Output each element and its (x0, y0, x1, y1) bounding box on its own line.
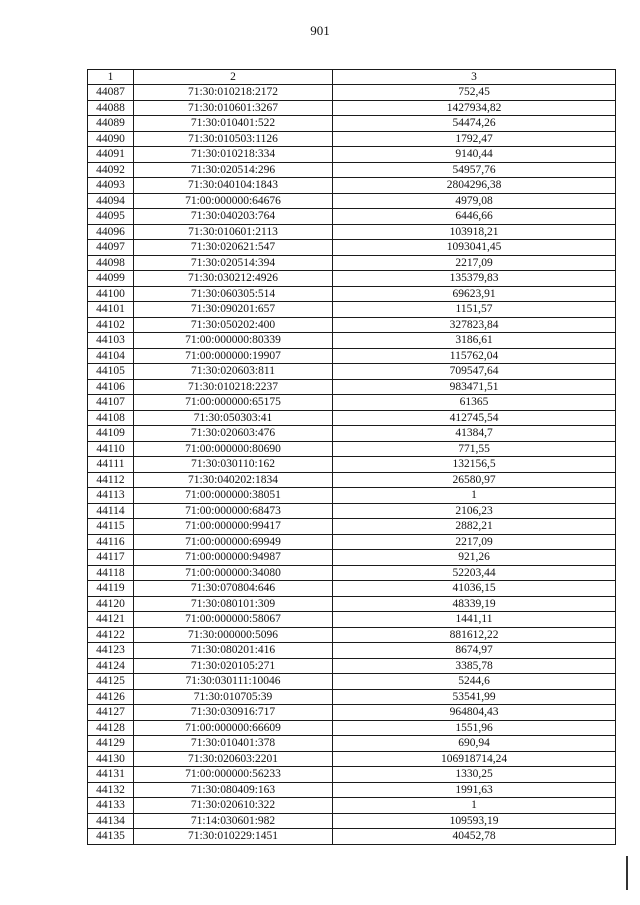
row-number-cell: 44119 (88, 581, 134, 597)
table-row (88, 643, 616, 659)
table-row (88, 209, 616, 225)
value-cell: 2106,23 (333, 503, 616, 519)
row-number-cell: 44088 (88, 100, 134, 116)
row-number-cell: 44104 (88, 348, 134, 364)
header-column-1: 1 (88, 70, 134, 85)
value-cell: 1 (333, 488, 616, 504)
cadastral-number-cell: 71:30:040203:764 (134, 209, 333, 225)
row-number-cell: 44133 (88, 798, 134, 814)
cadastral-number-cell: 71:00:000000:34080 (134, 565, 333, 581)
cadastral-number-cell: 71:30:080409:163 (134, 782, 333, 798)
cadastral-number-cell: 71:30:020514:296 (134, 162, 333, 178)
table-row (88, 410, 616, 426)
row-number-cell: 44129 (88, 736, 134, 752)
cadastral-number-cell: 71:30:030110:162 (134, 457, 333, 473)
cadastral-number-cell: 71:30:010601:3267 (134, 100, 333, 116)
row-number-cell: 44109 (88, 426, 134, 442)
value-cell: 26580,97 (333, 472, 616, 488)
cadastral-number-cell: 71:30:040202:1834 (134, 472, 333, 488)
table-row (88, 813, 616, 829)
header-column-2: 2 (134, 70, 333, 85)
table-row (88, 116, 616, 132)
value-cell: 1093041,45 (333, 240, 616, 256)
cadastral-number-cell: 71:00:000000:19907 (134, 348, 333, 364)
row-number-cell: 44115 (88, 519, 134, 535)
value-cell: 41036,15 (333, 581, 616, 597)
table-row (88, 379, 616, 395)
row-number-cell: 44095 (88, 209, 134, 225)
table-row (88, 519, 616, 535)
row-number-cell: 44106 (88, 379, 134, 395)
cadastral-number-cell: 71:30:050202:400 (134, 317, 333, 333)
table-row (88, 705, 616, 721)
table-row (88, 85, 616, 101)
row-number-cell: 44098 (88, 255, 134, 271)
cadastral-number-cell: 71:30:040104:1843 (134, 178, 333, 194)
value-cell: 1441,11 (333, 612, 616, 628)
cadastral-number-cell: 71:00:000000:69949 (134, 534, 333, 550)
cadastral-value-table (87, 69, 616, 845)
value-cell: 52203,44 (333, 565, 616, 581)
value-cell: 109593,19 (333, 813, 616, 829)
row-number-cell: 44132 (88, 782, 134, 798)
value-cell: 690,94 (333, 736, 616, 752)
value-cell: 61365 (333, 395, 616, 411)
cadastral-number-cell: 71:14:030601:982 (134, 813, 333, 829)
row-number-cell: 44114 (88, 503, 134, 519)
row-number-cell: 44113 (88, 488, 134, 504)
table-row (88, 178, 616, 194)
table-row (88, 271, 616, 287)
value-cell: 2882,21 (333, 519, 616, 535)
table-row (88, 100, 616, 116)
row-number-cell: 44105 (88, 364, 134, 380)
table-row (88, 596, 616, 612)
table-row (88, 131, 616, 147)
value-cell: 8674,97 (333, 643, 616, 659)
row-number-cell: 44131 (88, 767, 134, 783)
cadastral-number-cell: 71:30:010229:1451 (134, 829, 333, 845)
table-row (88, 472, 616, 488)
cadastral-number-cell: 71:00:000000:80690 (134, 441, 333, 457)
cadastral-number-cell: 71:00:000000:56233 (134, 767, 333, 783)
row-number-cell: 44130 (88, 751, 134, 767)
cadastral-number-cell: 71:00:000000:68473 (134, 503, 333, 519)
row-number-cell: 44100 (88, 286, 134, 302)
table-row (88, 193, 616, 209)
header-column-3: 3 (333, 70, 616, 85)
table-row (88, 395, 616, 411)
row-number-cell: 44094 (88, 193, 134, 209)
value-cell: 881612,22 (333, 627, 616, 643)
value-cell: 2217,09 (333, 534, 616, 550)
value-cell: 2804296,38 (333, 178, 616, 194)
cadastral-number-cell: 71:30:020105:271 (134, 658, 333, 674)
table-row (88, 317, 616, 333)
row-number-cell: 44128 (88, 720, 134, 736)
row-number-cell: 44107 (88, 395, 134, 411)
row-number-cell: 44096 (88, 224, 134, 240)
row-number-cell: 44101 (88, 302, 134, 318)
table-header (88, 70, 616, 85)
value-cell: 54957,76 (333, 162, 616, 178)
cadastral-number-cell: 71:00:000000:99417 (134, 519, 333, 535)
table-row (88, 348, 616, 364)
row-number-cell: 44102 (88, 317, 134, 333)
row-number-cell: 44092 (88, 162, 134, 178)
cadastral-number-cell: 71:30:050303:41 (134, 410, 333, 426)
value-cell: 41384,7 (333, 426, 616, 442)
cadastral-number-cell: 71:30:020603:476 (134, 426, 333, 442)
value-cell: 103918,21 (333, 224, 616, 240)
row-number-cell: 44126 (88, 689, 134, 705)
value-cell: 1151,57 (333, 302, 616, 318)
cadastral-number-cell: 71:30:080101:309 (134, 596, 333, 612)
cadastral-number-cell: 71:30:020514:394 (134, 255, 333, 271)
table-row (88, 255, 616, 271)
value-cell: 40452,78 (333, 829, 616, 845)
table-row (88, 488, 616, 504)
cadastral-number-cell: 71:30:020603:811 (134, 364, 333, 380)
table-row (88, 565, 616, 581)
value-cell: 106918714,24 (333, 751, 616, 767)
header-row (88, 70, 616, 85)
value-cell: 9140,44 (333, 147, 616, 163)
value-cell: 2217,09 (333, 255, 616, 271)
cadastral-number-cell: 71:30:010503:1126 (134, 131, 333, 147)
cadastral-number-cell: 71:30:080201:416 (134, 643, 333, 659)
row-number-cell: 44089 (88, 116, 134, 132)
cadastral-number-cell: 71:30:020603:2201 (134, 751, 333, 767)
table-row (88, 302, 616, 318)
cadastral-number-cell: 71:30:010218:334 (134, 147, 333, 163)
row-number-cell: 44120 (88, 596, 134, 612)
cadastral-number-cell: 71:30:010705:39 (134, 689, 333, 705)
table-row (88, 751, 616, 767)
value-cell: 1427934,82 (333, 100, 616, 116)
row-number-cell: 44117 (88, 550, 134, 566)
table-row (88, 147, 616, 163)
table-row (88, 534, 616, 550)
cadastral-number-cell: 71:30:030916:717 (134, 705, 333, 721)
value-cell: 69623,91 (333, 286, 616, 302)
value-cell: 3186,61 (333, 333, 616, 349)
cadastral-number-cell: 71:00:000000:80339 (134, 333, 333, 349)
value-cell: 1792,47 (333, 131, 616, 147)
table-row (88, 240, 616, 256)
row-number-cell: 44123 (88, 643, 134, 659)
value-cell: 983471,51 (333, 379, 616, 395)
cadastral-number-cell: 71:30:010218:2172 (134, 85, 333, 101)
value-cell: 1330,25 (333, 767, 616, 783)
value-cell: 48339,19 (333, 596, 616, 612)
table-body (88, 85, 616, 845)
cadastral-number-cell: 71:30:070804:646 (134, 581, 333, 597)
table-row (88, 457, 616, 473)
cadastral-number-cell: 71:30:010401:522 (134, 116, 333, 132)
value-cell: 1 (333, 798, 616, 814)
row-number-cell: 44091 (88, 147, 134, 163)
row-number-cell: 44134 (88, 813, 134, 829)
row-number-cell: 44087 (88, 85, 134, 101)
row-number-cell: 44116 (88, 534, 134, 550)
value-cell: 4979,08 (333, 193, 616, 209)
row-number-cell: 44118 (88, 565, 134, 581)
value-cell: 115762,04 (333, 348, 616, 364)
table-row (88, 829, 616, 845)
cadastral-number-cell: 71:00:000000:64676 (134, 193, 333, 209)
value-cell: 752,45 (333, 85, 616, 101)
value-cell: 6446,66 (333, 209, 616, 225)
cadastral-number-cell: 71:30:030212:4926 (134, 271, 333, 287)
value-cell: 412745,54 (333, 410, 616, 426)
table-row (88, 627, 616, 643)
row-number-cell: 44111 (88, 457, 134, 473)
cadastral-number-cell: 71:30:090201:657 (134, 302, 333, 318)
table-row (88, 426, 616, 442)
row-number-cell: 44135 (88, 829, 134, 845)
table-row (88, 689, 616, 705)
row-number-cell: 44103 (88, 333, 134, 349)
cadastral-number-cell: 71:00:000000:66609 (134, 720, 333, 736)
value-cell: 921,26 (333, 550, 616, 566)
table-row (88, 782, 616, 798)
table-row (88, 798, 616, 814)
value-cell: 135379,83 (333, 271, 616, 287)
value-cell: 709547,64 (333, 364, 616, 380)
row-number-cell: 44121 (88, 612, 134, 628)
table-row (88, 224, 616, 240)
cadastral-number-cell: 71:30:000000:5096 (134, 627, 333, 643)
value-cell: 5244,6 (333, 674, 616, 690)
value-cell: 3385,78 (333, 658, 616, 674)
cadastral-number-cell: 71:30:060305:514 (134, 286, 333, 302)
table-row (88, 364, 616, 380)
row-number-cell: 44093 (88, 178, 134, 194)
row-number-cell: 44090 (88, 131, 134, 147)
cadastral-number-cell: 71:30:020621:547 (134, 240, 333, 256)
table-row (88, 550, 616, 566)
value-cell: 964804,43 (333, 705, 616, 721)
scan-edge-mark (626, 856, 628, 890)
table-row (88, 162, 616, 178)
cadastral-number-cell: 71:00:000000:38051 (134, 488, 333, 504)
table-row (88, 503, 616, 519)
table-row (88, 736, 616, 752)
cadastral-number-cell: 71:30:010401:378 (134, 736, 333, 752)
page-number: 901 (310, 23, 330, 38)
table-row (88, 674, 616, 690)
table-row (88, 581, 616, 597)
row-number-cell: 44122 (88, 627, 134, 643)
cadastral-number-cell: 71:30:020610:322 (134, 798, 333, 814)
table-row (88, 767, 616, 783)
cadastral-number-cell: 71:00:000000:65175 (134, 395, 333, 411)
row-number-cell: 44099 (88, 271, 134, 287)
value-cell: 1551,96 (333, 720, 616, 736)
cadastral-number-cell: 71:00:000000:58067 (134, 612, 333, 628)
table-row (88, 658, 616, 674)
value-cell: 54474,26 (333, 116, 616, 132)
cadastral-number-cell: 71:00:000000:94987 (134, 550, 333, 566)
row-number-cell: 44097 (88, 240, 134, 256)
row-number-cell: 44125 (88, 674, 134, 690)
table-row (88, 441, 616, 457)
row-number-cell: 44110 (88, 441, 134, 457)
value-cell: 1991,63 (333, 782, 616, 798)
table-row (88, 333, 616, 349)
row-number-cell: 44124 (88, 658, 134, 674)
value-cell: 132156,5 (333, 457, 616, 473)
row-number-cell: 44108 (88, 410, 134, 426)
cadastral-number-cell: 71:30:030111:10046 (134, 674, 333, 690)
table-row (88, 720, 616, 736)
value-cell: 53541,99 (333, 689, 616, 705)
cadastral-number-cell: 71:30:010218:2237 (134, 379, 333, 395)
value-cell: 771,55 (333, 441, 616, 457)
table-row (88, 286, 616, 302)
value-cell: 327823,84 (333, 317, 616, 333)
row-number-cell: 44127 (88, 705, 134, 721)
row-number-cell: 44112 (88, 472, 134, 488)
table-row (88, 612, 616, 628)
cadastral-number-cell: 71:30:010601:2113 (134, 224, 333, 240)
